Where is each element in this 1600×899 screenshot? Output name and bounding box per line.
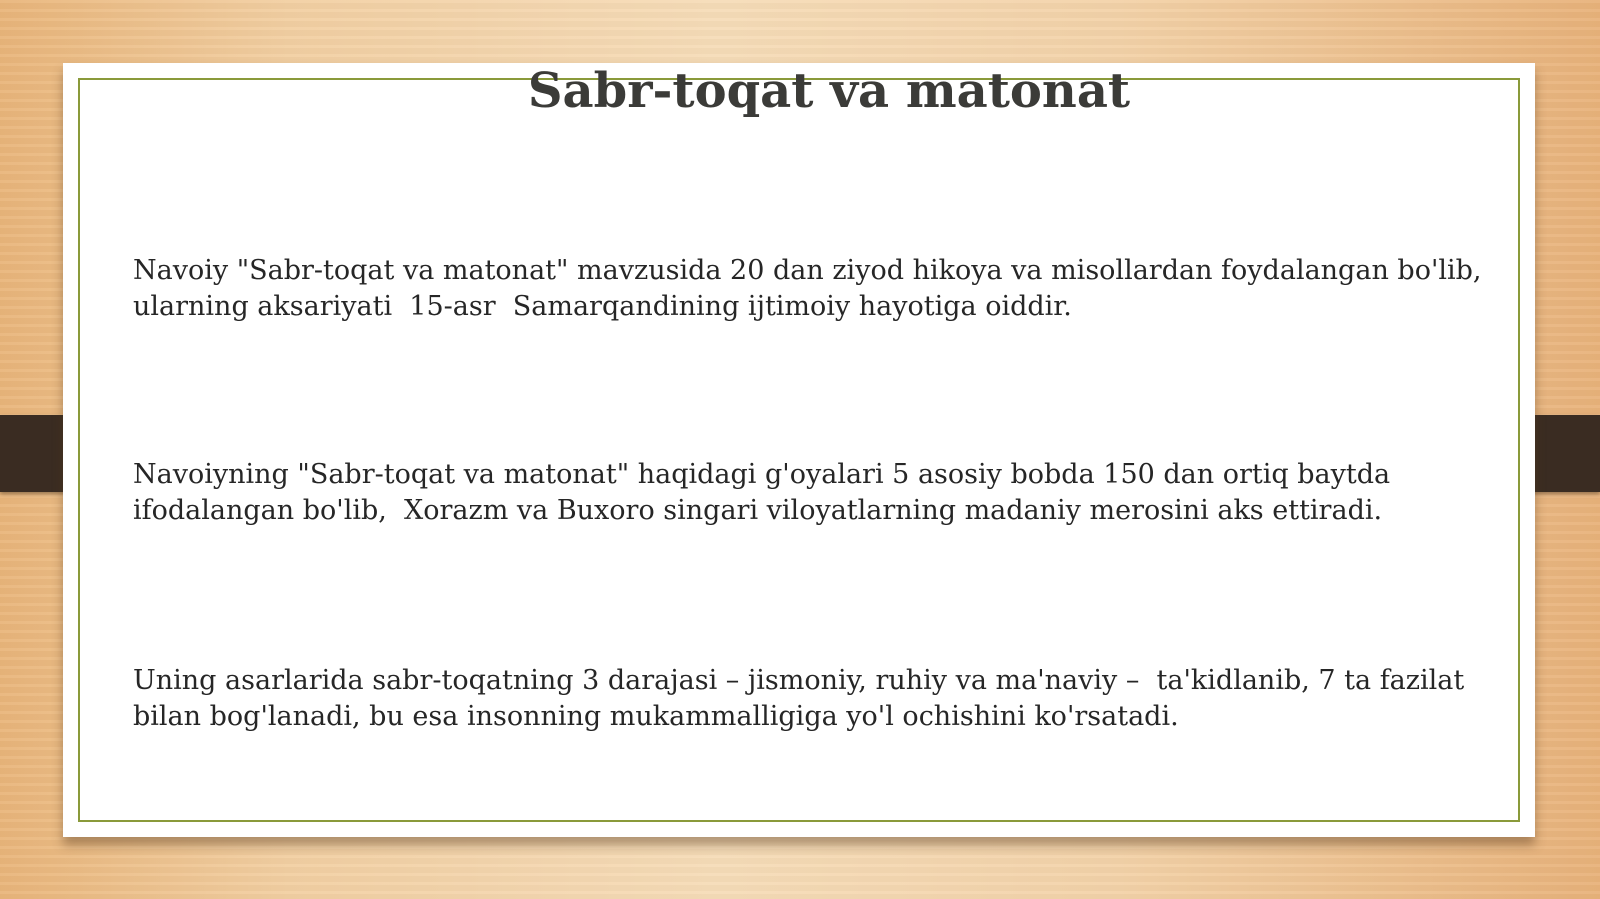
slide-card [63,63,1535,837]
paragraph-2: Navoiyning "Sabr-toqat va matonat" haqidagi g'oyalari 5 asosiy bobda 150 dan ortiq baytda ifodalangan bo'lib, Xorazm va Buxoro singari viloyatlarning madaniy merosini aks ettiradi. [133,459,1399,526]
slide-title: Sabr-toqat va matonat [527,63,1131,119]
paragraph-3: Uning asarlarida sabr-toqatning 3 darajasi – jismoniy, ruhiy va ma'naviy – ta'kidlanib, 7 ta fazilat bilan bog'lanadi, bu esa insonning mukammalligiga yo'l ochishini ko'rsatadi. [133,665,1473,732]
paragraph-1: Navoiy "Sabr-toqat va matonat" mavzusida 20 dan ziyod hikoya va misollardan foydalangan bo'lib, ularning aksariyati 15-asr Samarqandining ijtimoiy hayotiga oiddir. [133,255,1499,322]
